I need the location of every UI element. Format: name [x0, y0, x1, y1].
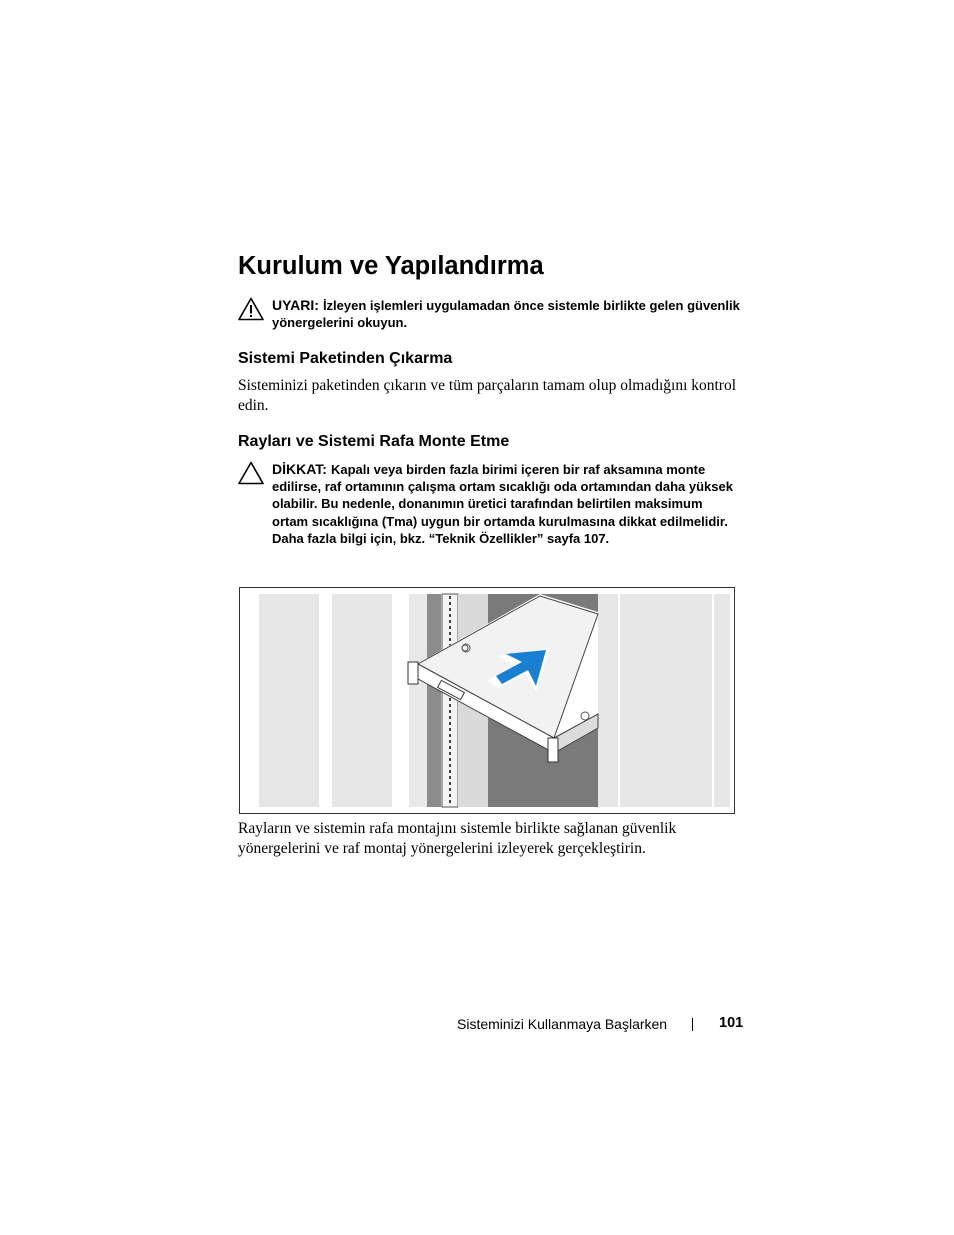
- caution-triangle-icon: [238, 461, 264, 485]
- warning-notice: [238, 297, 738, 333]
- warning-label: UYARI:: [272, 297, 319, 313]
- rack-installation-illustration: [240, 588, 734, 813]
- caution-text-block: [272, 461, 742, 547]
- rack-installation-figure: [239, 587, 735, 814]
- section-heading-rack: Rayları ve Sistemi Rafa Monte Etme: [238, 433, 510, 450]
- rack-install-instruction: Rayların ve sistemin rafa montajını sistemle birlikte sağlanan güvenlik yönergelerini ve raf montaj yönergelerini izleyerek gerçekleştirin.: [238, 820, 677, 857]
- page-title: Kurulum ve Yapılandırma: [238, 252, 544, 280]
- caution-notice: [238, 461, 738, 567]
- caution-label: DİKKAT:: [272, 461, 327, 477]
- section-heading-unpacking: Sistemi Paketinden Çıkarma: [238, 350, 453, 367]
- footer-chapter-title: Sisteminizi Kullanmaya Başlarken: [457, 1016, 668, 1032]
- section-body-unpacking: Sisteminizi paketinden çıkarın ve tüm parçaların tamam olup olmadığını kontrol edin.: [238, 377, 737, 414]
- warning-text-block: [272, 297, 742, 331]
- warning-text: İzleyen işlemleri uygulamadan önce sistemle birlikte gelen güvenlik yönergelerini okuyun.: [272, 298, 740, 331]
- page-number: 101: [719, 1015, 744, 1031]
- footer-separator: [692, 1018, 693, 1031]
- warning-triangle-icon: [238, 297, 264, 321]
- caution-text: Kapalı veya birden fazla birimi içeren bir raf aksamına monte edilirse, raf ortamının çalışma ortam sıcaklığı oda ortamından daha yüksek olabilir. Bu nedenle, donanımın üretici tarafından belirtilen maksimum ortam sıcaklığına (Tma) uygun bir ortamda kurulmasına dikkat edilmelidir. Daha fazla bilgi için, bkz. “Teknik Özellikler” sayfa 107.: [272, 462, 733, 546]
